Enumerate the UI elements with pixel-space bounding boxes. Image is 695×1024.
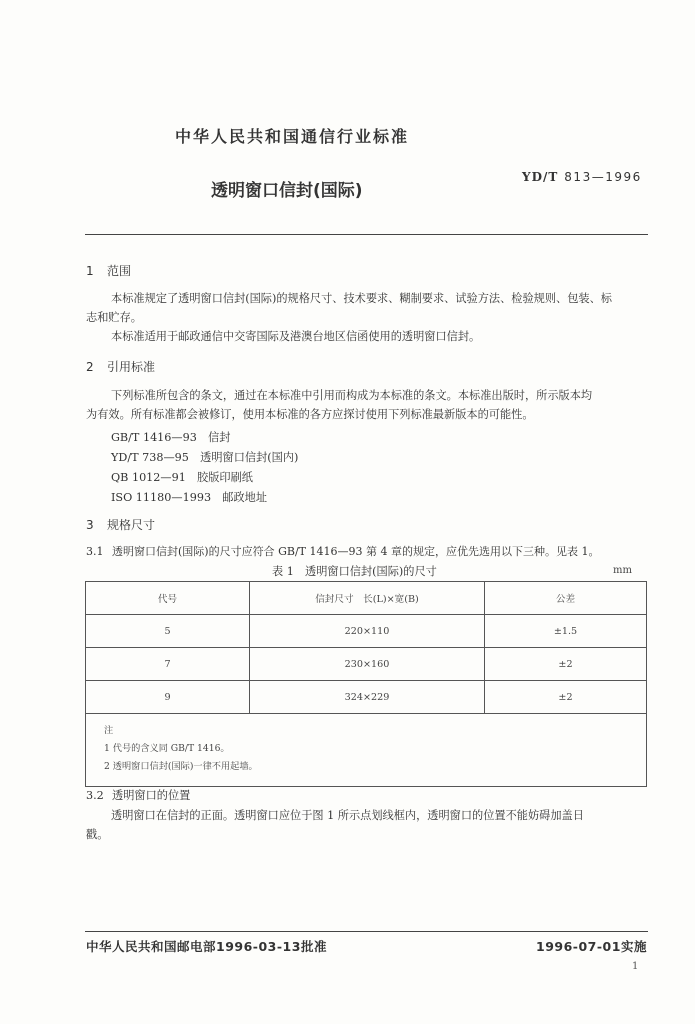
table-caption: 表 1 透明窗口信封(国际)的尺寸 bbox=[272, 565, 437, 578]
table-cell: 220×110 bbox=[250, 615, 485, 648]
table-cell: 7 bbox=[86, 648, 250, 681]
table-notes-row bbox=[86, 714, 647, 787]
section-3-2-paragraph: 透明窗口在信封的正面。透明窗口应位于图 1 所示点划线框内，透明窗口的位置不能妨碍加盖日 bbox=[111, 809, 584, 822]
table-header-cell: 信封尺寸 长(L)×宽(B) bbox=[250, 582, 485, 615]
table-header-cell: 公差 bbox=[485, 582, 647, 615]
section-2-paragraph-1-cont: 为有效。所有标准都会被修订，使用本标准的各方应探讨使用下列标准最新版本的可能性。 bbox=[86, 408, 534, 421]
reference-item bbox=[111, 449, 298, 465]
reference-code: QB 1012—91 bbox=[111, 471, 186, 484]
section-3-1-text: 透明窗口信封(国际)的尺寸应符合 GB/T 1416—93 第 4 章的规定，应优先选用以下三种。见表 1。 bbox=[112, 545, 600, 558]
section-3-1-number: 3.1 bbox=[86, 545, 104, 558]
footer-rule bbox=[85, 931, 648, 932]
reference-name: 信封 bbox=[208, 431, 231, 444]
section-1-title: 范围 bbox=[107, 264, 132, 278]
effective-date: 1996-07-01实施 bbox=[536, 939, 647, 954]
dimensions-table bbox=[85, 581, 647, 787]
table-unit: mm bbox=[613, 565, 632, 576]
table-note-label: 注 bbox=[104, 725, 114, 736]
standard-code-prefix: YD/T bbox=[522, 170, 559, 184]
standard-code bbox=[522, 170, 642, 184]
table-note: 1 代号的含义同 GB/T 1416。 bbox=[104, 743, 230, 754]
table-note: 2 透明窗口信封(国际)一律不用起墙。 bbox=[104, 761, 258, 772]
approval-line: 中华人民共和国邮电部1996-03-13批准 bbox=[86, 939, 327, 954]
table-notes bbox=[86, 714, 647, 787]
table-row bbox=[86, 615, 647, 648]
section-3-title: 规格尺寸 bbox=[107, 518, 156, 532]
section-3-2-title: 透明窗口的位置 bbox=[112, 789, 191, 802]
table-row bbox=[86, 648, 647, 681]
table-cell: ±1.5 bbox=[485, 615, 647, 648]
reference-item bbox=[111, 469, 253, 485]
document-title: 透明窗口信封(国际) bbox=[211, 181, 363, 201]
table-cell: ±2 bbox=[485, 681, 647, 714]
section-3-number: 3 bbox=[86, 518, 94, 532]
section-2-title: 引用标准 bbox=[107, 360, 156, 374]
table-cell: 5 bbox=[86, 615, 250, 648]
reference-name: 邮政地址 bbox=[222, 491, 268, 504]
section-1-number: 1 bbox=[86, 264, 94, 278]
standard-code-number: 813—1996 bbox=[564, 170, 642, 184]
reference-item bbox=[111, 429, 230, 445]
section-2-number: 2 bbox=[86, 360, 94, 374]
section-3-heading bbox=[86, 516, 155, 533]
table-cell: 324×229 bbox=[250, 681, 485, 714]
section-1-paragraph-1: 本标准规定了透明窗口信封(国际)的规格尺寸、技术要求、糊制要求、试验方法、检验规则、包装、标 bbox=[111, 292, 612, 305]
header-rule bbox=[85, 234, 648, 235]
page-number: 1 bbox=[632, 961, 639, 972]
table-cell: 9 bbox=[86, 681, 250, 714]
reference-code: GB/T 1416—93 bbox=[111, 431, 197, 444]
reference-name: 透明窗口信封(国内) bbox=[200, 451, 299, 464]
section-2-paragraph-1: 下列标准所包含的条文，通过在本标准中引用而构成为本标准的条文。本标准出版时，所示版本均 bbox=[111, 389, 593, 402]
section-1-heading bbox=[86, 262, 131, 279]
reference-code: ISO 11180—1993 bbox=[111, 491, 212, 504]
table-row bbox=[86, 681, 647, 714]
section-1-paragraph-1-cont: 志和贮存。 bbox=[86, 311, 142, 324]
table-cell: ±2 bbox=[485, 648, 647, 681]
industry-standard-heading: 中华人民共和国通信行业标准 bbox=[175, 127, 410, 146]
section-3-2-paragraph-cont: 戳。 bbox=[86, 828, 109, 841]
reference-item bbox=[111, 489, 267, 505]
reference-name: 胶版印刷纸 bbox=[197, 471, 253, 484]
section-3-2-heading bbox=[86, 786, 190, 805]
table-header-row bbox=[86, 582, 647, 615]
section-3-2-number: 3.2 bbox=[86, 789, 104, 802]
reference-code: YD/T 738—95 bbox=[111, 451, 189, 464]
section-3-1-paragraph bbox=[86, 542, 599, 561]
table-header-cell: 代号 bbox=[86, 582, 250, 615]
section-2-heading bbox=[86, 358, 155, 375]
table-cell: 230×160 bbox=[250, 648, 485, 681]
section-1-paragraph-2: 本标准适用于邮政通信中交寄国际及港澳台地区信函使用的透明窗口信封。 bbox=[111, 330, 481, 343]
